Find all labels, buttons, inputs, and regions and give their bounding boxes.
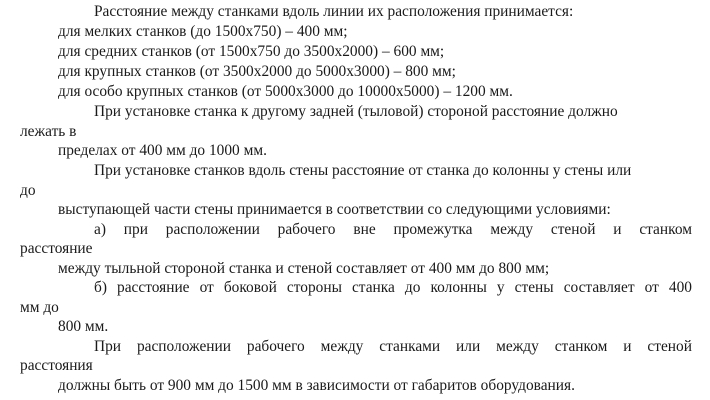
- word: боковой: [223, 279, 277, 296]
- word: составляет: [563, 279, 635, 296]
- text-line-1: Расстояние между станками вдоль линии их расположения принимается:: [94, 3, 574, 20]
- text-line-18: [94, 338, 692, 357]
- word: между: [320, 338, 364, 355]
- text-line-19: расстояния: [20, 357, 93, 374]
- text-line-3: для средних станков (от 1500x750 до 3500x2000) – 600 мм;: [58, 43, 445, 60]
- word: расстояние: [117, 279, 190, 296]
- word: от: [199, 279, 214, 296]
- text-line-13: расстояние: [20, 240, 93, 257]
- word: б): [94, 279, 107, 296]
- word: станком: [639, 221, 692, 238]
- word: станками: [379, 338, 441, 355]
- text-line-6: При установке станка к другому задней (тыловой) стороной расстояние должно: [94, 103, 618, 120]
- word: и: [623, 338, 632, 355]
- word: при: [123, 221, 148, 238]
- text-line-12: [94, 221, 692, 240]
- text-line-9: При установке станков вдоль стены расстояние от станка до колонны у стены или: [94, 162, 632, 179]
- word: станком: [554, 338, 608, 355]
- text-line-16: мм до: [20, 299, 59, 316]
- word: расположении: [136, 338, 231, 355]
- word: между: [490, 221, 534, 238]
- text-line-11: выступающей части стены принимается в соответствии со следующими условиями:: [58, 201, 611, 218]
- word: колонны: [430, 279, 487, 296]
- word: станка: [351, 279, 395, 296]
- text-line-4: для крупных станков (от 3500x2000 до 5000x3000) – 800 мм;: [58, 63, 456, 80]
- text-line-14: между тыльной стороной станка и стеной составляет от 400 мм до 800 мм;: [58, 260, 550, 277]
- word: стороны: [286, 279, 342, 296]
- word: расположении: [165, 221, 260, 238]
- text-line-7: лежать в: [20, 123, 77, 140]
- word: и: [613, 221, 622, 238]
- word: до: [404, 279, 421, 296]
- text-line-20: должны быть от 900 мм до 1500 мм в зависимости от габаритов оборудования.: [58, 377, 575, 394]
- word: При: [94, 338, 122, 355]
- word: или: [456, 338, 481, 355]
- word: рабочего: [246, 338, 305, 355]
- word: от: [644, 279, 659, 296]
- word: рабочего: [277, 221, 336, 238]
- word: а): [94, 221, 106, 238]
- word: стеной: [550, 221, 596, 238]
- text-line-17: 800 мм.: [58, 318, 109, 335]
- text-line-5: для особо крупных станков (от 5000x3000 до 10000x5000) – 1200 мм.: [58, 83, 513, 100]
- word: промежутка: [393, 221, 473, 238]
- text-line-15: [94, 279, 692, 298]
- text-line-2: для мелких станков (до 1500x750) – 400 мм;: [58, 23, 348, 40]
- text-line-8: пределах от 400 мм до 1000 мм.: [58, 142, 267, 159]
- word: 400: [668, 279, 692, 296]
- word: стеной: [647, 338, 692, 355]
- word: стены: [514, 279, 554, 296]
- word: вне: [353, 221, 376, 238]
- word: у: [496, 279, 505, 296]
- word: между: [496, 338, 539, 355]
- text-line-10: до: [20, 182, 36, 199]
